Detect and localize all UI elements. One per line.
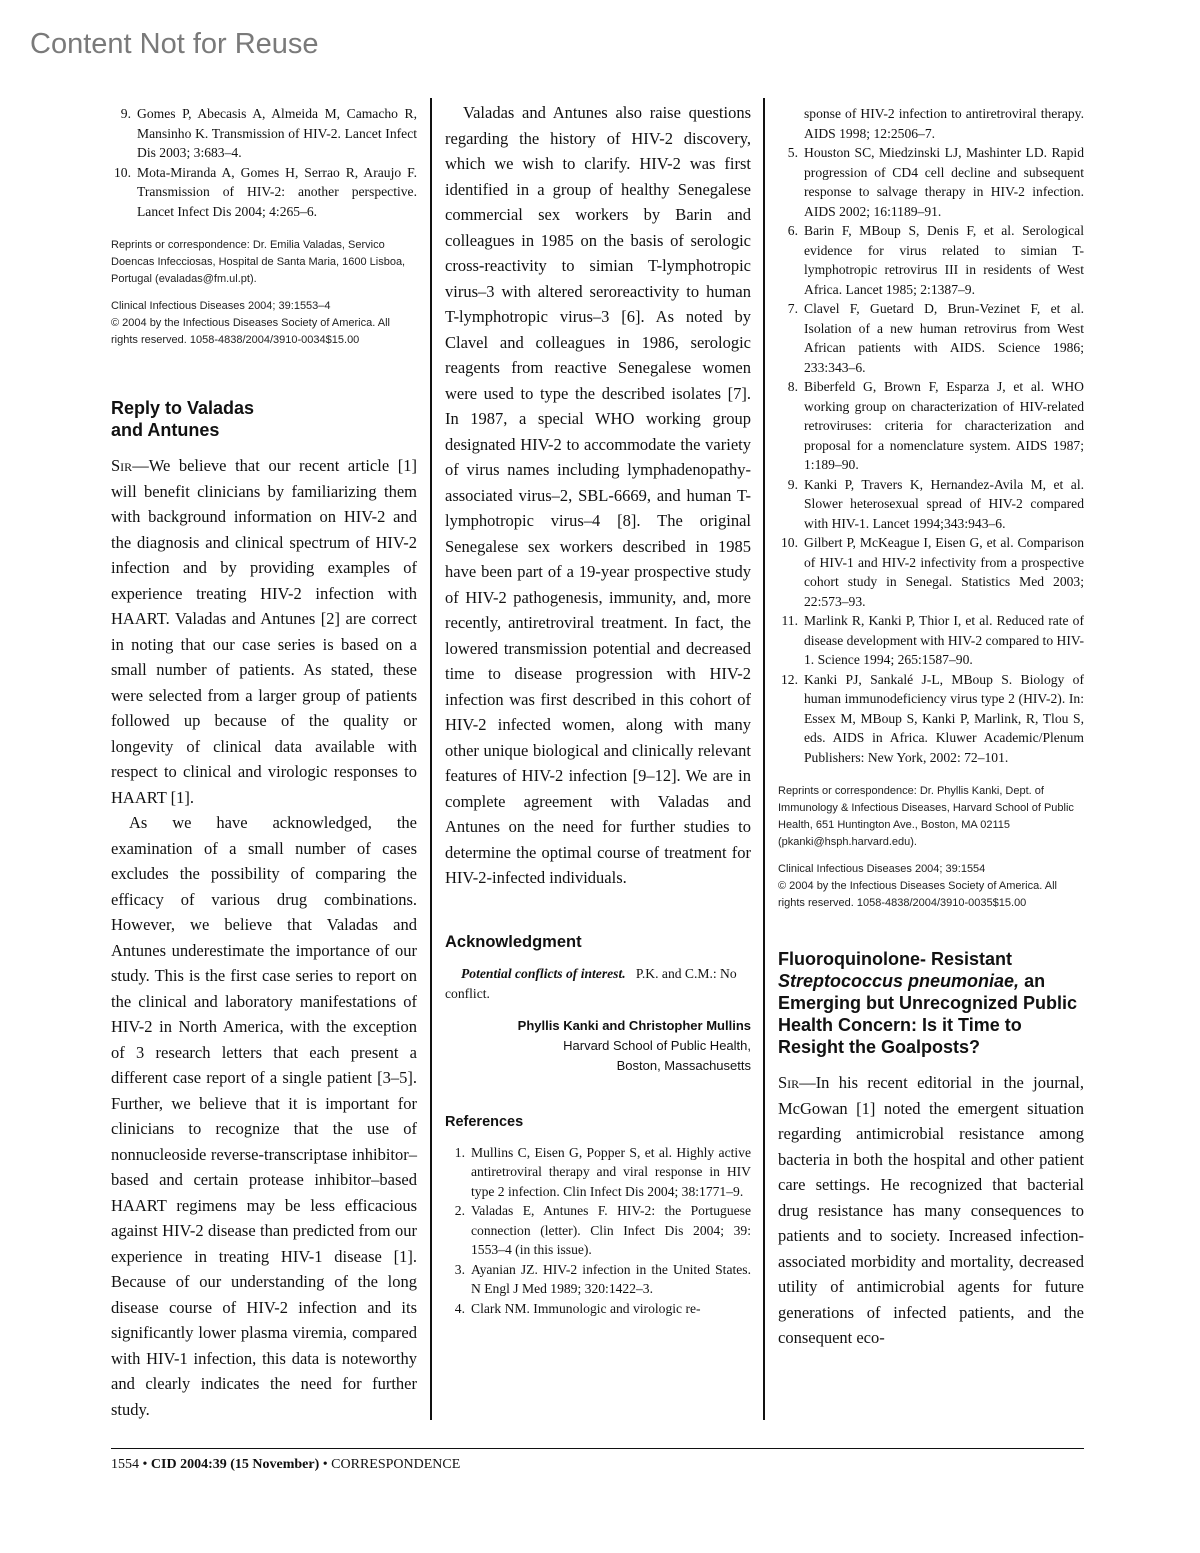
- reference-item: 7. Clavel F, Guetard D, Brun-Vezinet F, et al. Isolation of a new human retrovirus from West African patients with AIDS. Science 1986; 233:343–6.: [787, 301, 1084, 375]
- reference-list: [778, 104, 1084, 767]
- reference-item: 4. Clark NM. Immunologic and virologic re-: [454, 1300, 701, 1316]
- reference-item: 12. Kanki PJ, Sankalé J-L, MBoup S. Biology of human immunodeficiency virus type 2 (HIV-2). In: Essex M, MBoup S, Kanki P, Marlink, R, Tlou S, eds. AIDS in Africa. Kluwer Academic/Plenum Publishers: New York, 2002: 72–101.: [781, 671, 1084, 765]
- column-divider: [763, 98, 765, 1420]
- reference-list: [111, 104, 417, 221]
- body-paragraph: Valadas and Antunes also raise questions regarding the history of HIV-2 discovery, which we wish to clarify. HIV-2 was first identified in a group of healthy Senegalese commercial sex workers by Barin and colleagues in 1985 on the basis of serologic cross-reactivity to simian T-lymphotropic virus–3 with altered seroreactivity to human T-lymphotropic virus–3 [6]. As noted by Clavel and colleagues in 1986, serologic reagents from reactive Senegalese women were used to type the described isolates [7]. In 1987, a special WHO working group designated HIV-2 to accommodate the variety of virus names including lymphadenopathy-associated virus–2, SBL-6669, and human T-lymphotropic virus–4 [8]. The original Senegalese sex workers described in 1985 have been part of a 19-year prospective study of HIV-2 pathogenesis, immunity, and, more recently, antiretroviral treatment. In fact, the lowered transmission potential and decreased time to disease progression with HIV-2 infection was first described in this cohort of HIV-2 infected women, along with many other unique biological and clinically relevant features of HIV-2 infection [9–12]. We are in complete agreement with Valadas and Antunes on the need for further studies to determine the optimal course of treatment for HIV-2-infected individuals.: [445, 103, 751, 887]
- reference-item: 1. Mullins C, Eisen G, Popper S, et al. Highly active antiretroviral therapy and viral response in HIV type 2 infection. Clin Infect Dis 2004; 38:1771–9.: [454, 1144, 751, 1199]
- reference-text: Mota-Miranda A, Gomes H, Serrao R, Araujo F. Transmission of HIV-2: another perspective. Lancet Infect Dis 2004; 4:265–6.: [137, 164, 417, 219]
- page-number: 1554: [111, 1457, 139, 1472]
- body-paragraph: Sir—In his recent editorial in the journal, McGowan [1] noted the emergent situation regarding antimicrobial resistance among bacteria in both the hospital and other patient care settings. He recognized that bacterial drug resistance has many consequences to patients and to society. Increased infection-associated morbidity and mortality, decreased utility of antimicrobial agents for future generations of infected patients, and the consequent eco-: [778, 1073, 1084, 1347]
- reference-text: Biberfeld G, Brown F, Esparza J, et al. WHO working group on characterization of HIV-related retroviruses: criteria for characterization and proposal for a nomenclature system. AIDS 1987; 1:189–90.: [804, 379, 1084, 472]
- references-heading: References: [445, 1113, 524, 1130]
- reference-list: [445, 1143, 751, 1319]
- reference-item: 3. Ayanian JZ. HIV-2 infection in the United States. N Engl J Med 1989; 320:1422–3.: [454, 1261, 751, 1296]
- watermark: Content Not for Reuse: [30, 28, 319, 60]
- reference-text: Ayanian JZ. HIV-2 infection in the United States. N Engl J Med 1989; 320:1422–3.: [471, 1261, 751, 1296]
- journal-citation: Clinical Infectious Diseases 2004; 39:1553–4: [111, 300, 331, 312]
- reference-item: 9. Kanki P, Travers K, Hernandez-Avila M, et al. Slower heterosexual spread of HIV-2 compared with HIV-1. Lancet 1994;343:943–6.: [787, 476, 1084, 531]
- journal-issue: CID 2004:39 (15 November): [150, 1457, 320, 1472]
- reference-text: Houston SC, Miedzinski LJ, Mashinter LD. Rapid progression of CD4 cell decline and subsequent response to salvage therapy in HIV-2 infection. AIDS 2002; 16:1189–91.: [804, 145, 1084, 219]
- reference-text: Valadas E, Antunes F. HIV-2: the Portuguese connection (letter). Clin Infect Dis 2004; 39: 1553–4 (in this issue).: [471, 1203, 751, 1257]
- reference-text: Mullins C, Eisen G, Popper S, et al. Highly active antiretroviral therapy and viral response in HIV type 2 infection. Clin Infect Dis 2004; 38:1771–9.: [471, 1144, 751, 1199]
- reference-text: Gilbert P, McKeague I, Eisen G, et al. Comparison of HIV-1 and HIV-2 infectivity from a prospective cohort study in Senegal. Statistics Med 2003; 22:573–93.: [804, 535, 1084, 609]
- page-footer: 1554 • CID 2004:39 (15 November) • CORRESPONDENCE: [111, 1457, 461, 1472]
- reference-item: 5. Houston SC, Miedzinski LJ, Mashinter LD. Rapid progression of CD4 cell decline and subsequent response to salvage therapy in HIV-2 infection. AIDS 2002; 16:1189–91.: [787, 145, 1084, 219]
- reference-text: Clavel F, Guetard D, Brun-Vezinet F, et al. Isolation of a new human retrovirus from West African patients with AIDS. Science 1986; 233:343–6.: [804, 301, 1084, 375]
- reference-text: Barin F, MBoup S, Denis F, et al. Serological evidence for virus related to simian T-lymphotropic retrovirus III in residents of West Africa. Lancet 1985; 2:1387–9.: [804, 223, 1084, 297]
- body-paragraph: Sir—We believe that our recent article [1] will benefit clinicians by familiarizing them with background information on HIV-2 and the diagnosis and clinical spectrum of HIV-2 infection and by providing examples of experience treating HIV-2 infection with HAART. Valadas and Antunes [2] are correct in noting that our case series is based on a small number of patients. As stated, these were selected from a larger group of patients followed up because of the quality or longevity of clinical data available with respect to clinical and virologic responses to HAART [1].: [111, 456, 417, 807]
- acknowledgment-heading: Acknowledgment: [445, 932, 582, 951]
- reference-text: Gomes P, Abecasis A, Almeida M, Camacho R, Mansinho K. Transmission of HIV-2. Lancet Infect Dis 2003; 3:683–4.: [137, 106, 417, 160]
- journal-citation: Clinical Infectious Diseases 2004; 39:1554: [778, 863, 986, 875]
- reference-item: 11. Marlink R, Kanki P, Thior I, et al. Reduced rate of disease development with HIV-2 compared to HIV-1. Science 1994; 265:1587–90.: [781, 613, 1084, 667]
- reference-text: Kanki P, Travers K, Hernandez-Avila M, et al. Slower heterosexual spread of HIV-2 compared with HIV-1. Lancet 1994;343:943–6.: [804, 476, 1084, 531]
- reference-text: Kanki PJ, Sankalé J-L, MBoup S. Biology of human immunodeficiency virus type 2 (HIV-2). In: Essex M, MBoup S, Kanki P, Marlink, R, Tlou S, eds. AIDS in Africa. Kluwer Academic/Plenum Publishers: New York, 2002: 72–101.: [804, 671, 1084, 765]
- copyright-note: © 2004 by the Infectious Diseases Society of America. All rights reserved. 1058-4838/2004/3910-0035$15.00: [778, 880, 1057, 909]
- reference-item: 2. Valadas E, Antunes F. HIV-2: the Portuguese connection (letter). Clin Infect Dis 2004; 39: 1553–4 (in this issue).: [454, 1203, 751, 1257]
- column-1: [111, 100, 417, 1422]
- reference-text: Clark NM. Immunologic and virologic re-: [471, 1300, 701, 1316]
- body-paragraph: As we have acknowledged, the examination of a small number of cases excludes the possibility of comparing the efficacy of various drug combinations. However, we believe that Valadas and Antunes underestimate the importance of our study. This is the first case series to report on the clinical and laboratory manifestations of HIV-2 in North America, with the exception of 3 research letters that each present a different case report of a single patient [3–5]. Further, we believe that it is important for clinicians to recognize that the use of nonnucleoside reverse-transcriptase inhibitor–based and certain protease inhibitor–based HAART regimens may be less efficacious against HIV-2 disease than predicted from our experience in treating HIV-1 disease [1]. Because of our understanding of the long disease course of HIV-2 infection and its significantly lower plasma viremia, compared with HIV-1 infection, this data is noteworthy and clearly indicates the need for further study.: [111, 813, 417, 1419]
- author-names: Phyllis Kanki and Christopher Mullins: [517, 1017, 751, 1033]
- reprints-note: Reprints or correspondence: Dr. Emilia Valadas, Servico Doencas Infecciosas, Hospital de Santa Maria, 1600 Lisboa, Portugal (evaladas@fm.ul.pt).: [111, 239, 406, 285]
- reference-continuation: sponse of HIV-2 infection to antiretroviral therapy. AIDS 1998; 12:2506–7.: [804, 106, 1084, 141]
- letter-heading: Reply to Valadas and Antunes: [111, 398, 255, 440]
- reference-item: 10. Mota-Miranda A, Gomes H, Serrao R, Araujo F. Transmission of HIV-2: another perspective. Lancet Infect Dis 2004; 4:265–6.: [114, 164, 417, 219]
- reference-item: 9. Gomes P, Abecasis A, Almeida M, Camacho R, Mansinho K. Transmission of HIV-2. Lancet Infect Dis 2003; 3:683–4.: [120, 106, 417, 160]
- affiliation: Harvard School of Public Health,: [563, 1037, 751, 1053]
- footer-rule: [111, 1448, 1084, 1449]
- signature-block: [445, 1016, 751, 1076]
- reprints-note: Reprints or correspondence: Dr. Phyllis Kanki, Dept. of Immunology & Infectious Diseases, Harvard School of Public Health, 651 Huntington Ave., Boston, MA 02115 (pkanki@hsph.harvard.edu).: [778, 785, 1074, 848]
- column-2: [445, 100, 751, 1318]
- conflicts-of-interest: Potential conflicts of interest. P.K. and C.M.: No conflict.: [445, 965, 737, 1001]
- column-3: [778, 100, 1084, 1351]
- letter-heading: Fluoroquinolone- Resistant Streptococcus pneumoniae, an Emerging but Unrecognized Public Health Concern: Is it Time to Resight the Goalposts?: [778, 949, 1078, 1057]
- affiliation-location: Boston, Massachusetts: [616, 1057, 751, 1073]
- copyright-note: © 2004 by the Infectious Diseases Society of America. All rights reserved. 1058-4838/2004/3910-0034$15.00: [111, 317, 390, 346]
- reference-item: 10. Gilbert P, McKeague I, Eisen G, et al. Comparison of HIV-1 and HIV-2 infectivity from a prospective cohort study in Senegal. Statistics Med 2003; 22:573–93.: [781, 535, 1084, 609]
- section-name: CORRESPONDENCE: [331, 1457, 461, 1472]
- reference-item: 6. Barin F, MBoup S, Denis F, et al. Serological evidence for virus related to simian T-lymphotropic retrovirus III in residents of West Africa. Lancet 1985; 2:1387–9.: [787, 223, 1084, 297]
- reference-item: 8. Biberfeld G, Brown F, Esparza J, et al. WHO working group on characterization of HIV-related retroviruses: criteria for characterization and proposal for a nomenclature system. AIDS 1987; 1:189–90.: [787, 379, 1084, 472]
- column-divider: [430, 98, 432, 1420]
- reference-text: Marlink R, Kanki P, Thior I, et al. Reduced rate of disease development with HIV-2 compared to HIV-1. Science 1994; 265:1587–90.: [804, 613, 1084, 667]
